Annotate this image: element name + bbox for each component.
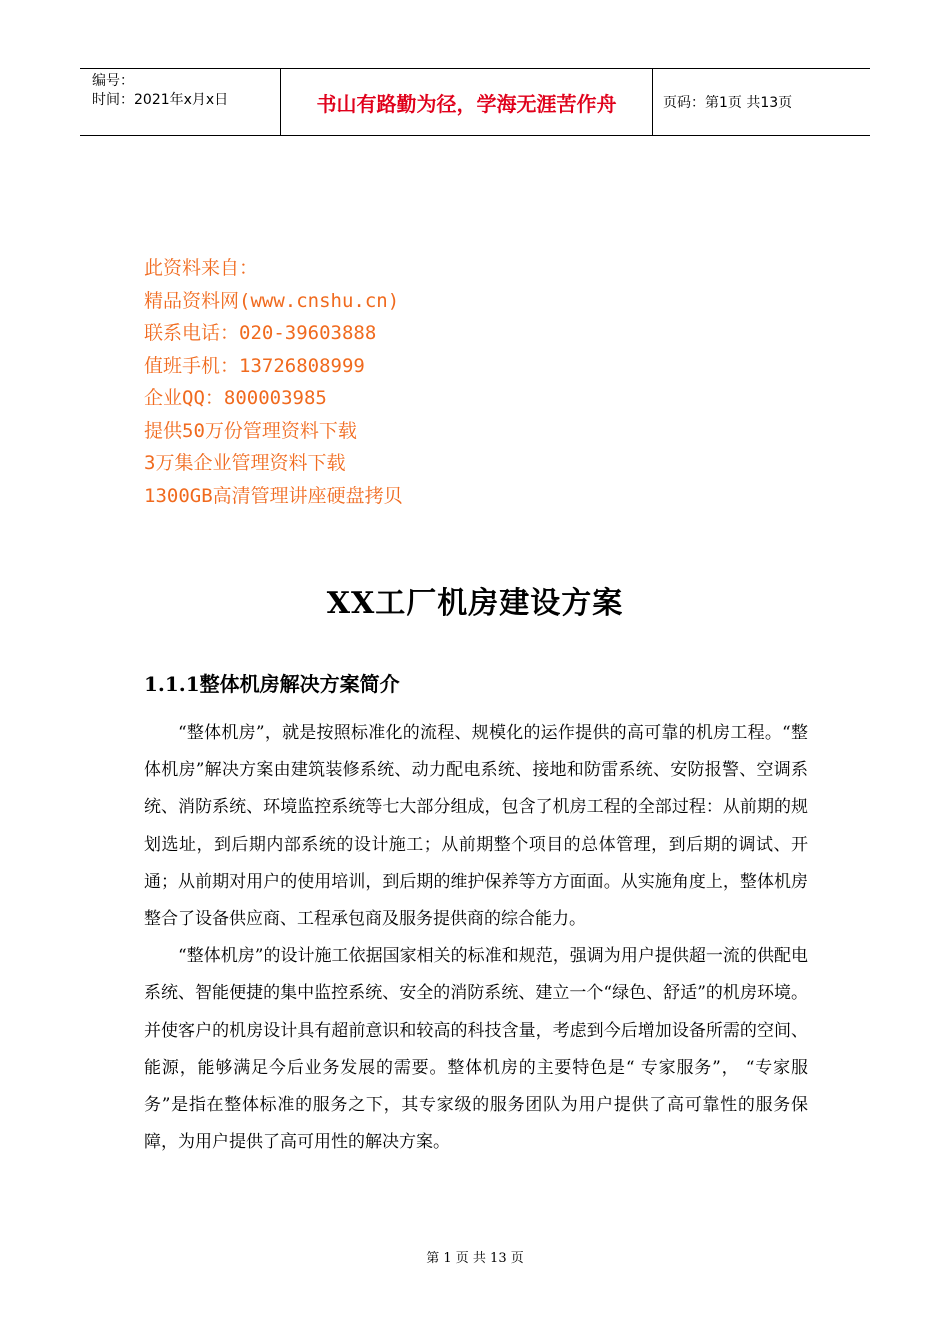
header-left-cell (80, 69, 280, 135)
section-heading: 1.1.1整体机房解决方案简介 (144, 672, 400, 696)
source-line-offer-2: 3万集企业管理资料下载 (144, 452, 346, 474)
number-label: 编号： (92, 73, 134, 89)
source-line-qq: 企业QQ：800003985 (144, 387, 327, 409)
time-label: 时间：2021年x月x日 (92, 92, 229, 108)
header-table (80, 68, 870, 136)
header-motto-cell (280, 69, 653, 135)
source-info-block (144, 252, 403, 512)
source-line-phone: 联系电话：020-39603888 (144, 322, 377, 344)
source-line-website: 精品资料网(www.cnshu.cn) (144, 289, 400, 312)
source-line-offer-3: 1300GB高清管理讲座硬盘拷贝 (144, 484, 403, 507)
source-line-mobile: 值班手机：13726808999 (144, 354, 365, 377)
source-line-offer-1: 提供50万份管理资料下载 (144, 419, 357, 442)
paragraph: “整体机房”的设计施工依据国家相关的标准和规范，强调为用户提供超一流的供配电系统、智能便捷的集中监控系统、安全的消防系统、建立一个“绿色、舒适”的机房环境。并使客户的机房设计具有超前意识和较高的科技含量，考虑到今后增加设备所需的空间、能源，能够满足今后业务发展的需要。整体机房的主要特色是“ 专家服务”， “专家服务”是指在整体标准的服务之下，其专家级的服务团队为用户提供了高可靠性的服务保障，为用户提供了高可用性的解决方案。 (144, 946, 808, 1153)
paragraph: “整体机房”，就是按照标准化的流程、规模化的运作提供的高可靠的机房工程。“整体机房”解决方案由建筑装修系统、动力配电系统、接地和防雷系统、安防报警、空调系统、消防系统、环境监控系统等七大部分组成，包含了机房工程的全部过程：从前期的规划选址，到后期内部系统的设计施工；从前期整个项目的总体管理，到后期的调试、开通；从前期对用户的使用培训，到后期的维护保养等方方面面。从实施角度上，整体机房整合了设备供应商、工程承包商及服务提供商的综合能力。 (144, 723, 808, 930)
source-line-origin: 此资料来自： (144, 257, 259, 279)
header-page-cell (653, 69, 870, 135)
motto-text: 书山有路勤为径，学海无涯苦作舟 (316, 91, 617, 116)
header-page-info: 页码：第1页 共13页 (663, 95, 793, 111)
page-footer: 第 1 页 共 13 页 (426, 1251, 524, 1266)
body-text (144, 715, 808, 1161)
document-title: XX工厂机房建设方案 (326, 586, 624, 621)
